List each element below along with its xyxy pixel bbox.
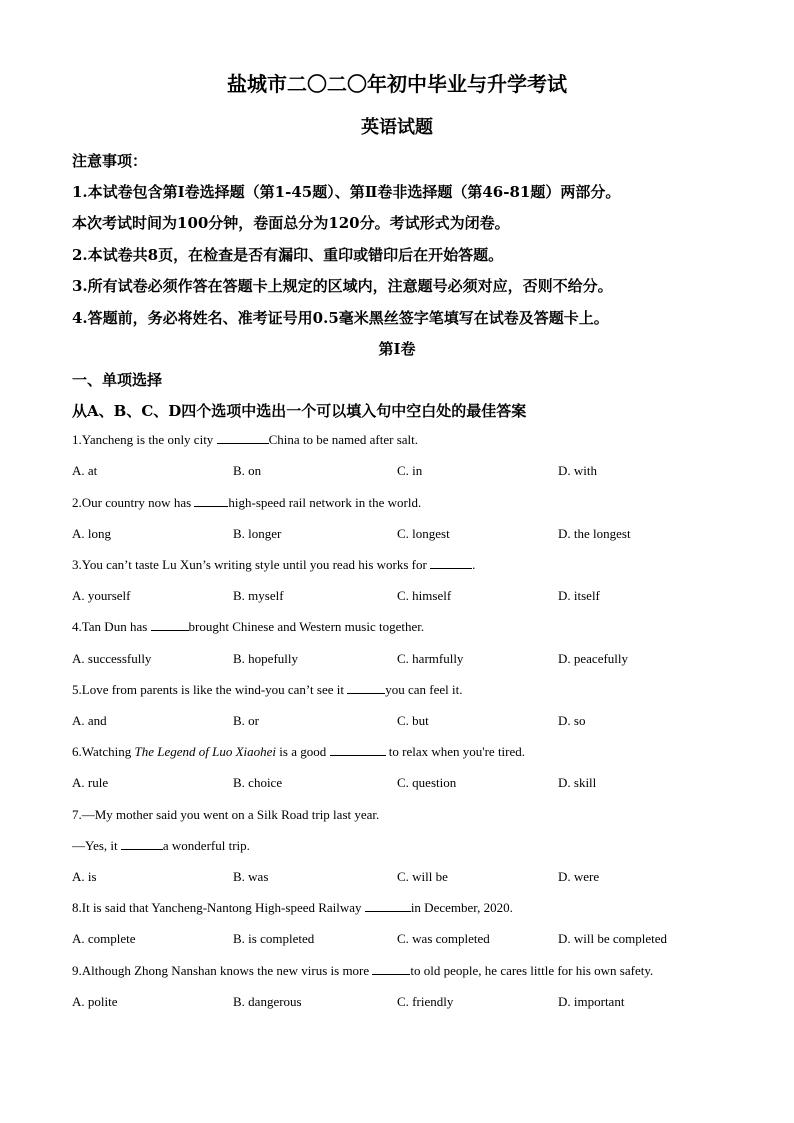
option-b: B. dangerous — [233, 994, 302, 1009]
answer-blank — [194, 495, 228, 507]
part-heading: 一、单项选择 — [72, 371, 163, 389]
question-7-reply — [72, 838, 250, 854]
question-text: 4.Tan Dun has — [72, 619, 151, 634]
option-d: D. were — [558, 869, 600, 884]
answer-blank — [330, 744, 386, 756]
question-7 — [72, 807, 379, 823]
option-c: C. question — [397, 775, 457, 790]
question-2 — [72, 495, 421, 511]
question-1 — [72, 432, 418, 448]
option-d: D. the longest — [558, 526, 631, 541]
answer-blank — [347, 682, 385, 694]
answer-blank — [430, 557, 472, 569]
note-item-1-cont: 本次考试时间为100分钟，卷面总分为120分。考试形式为闭卷。 — [72, 214, 510, 232]
option-d: D. will be completed — [558, 931, 668, 946]
option-b: B. myself — [233, 588, 284, 603]
question-text: . — [472, 557, 476, 572]
option-a: A. yourself — [72, 588, 131, 603]
option-a: A. successfully — [72, 651, 152, 666]
option-a: A. at — [72, 463, 98, 478]
note-item-3: 3.所有试卷必须作答在答题卡上规定的区域内，注意题号必须对应，否则不给分。 — [72, 277, 613, 295]
question-text: 9.Although Zhong Nanshan knows the new virus is more — [72, 963, 373, 978]
option-b: B. longer — [233, 526, 282, 541]
question-text: brought Chinese and Western music together. — [188, 619, 425, 634]
option-c: C. in — [397, 463, 423, 478]
option-c: C. friendly — [397, 994, 454, 1009]
option-a: A. long — [72, 526, 111, 541]
option-d: D. so — [558, 713, 586, 728]
question-text: 7.—My mother said you went on a Silk Road trip last year. — [72, 807, 380, 822]
option-b: B. was — [233, 869, 269, 884]
question-text: 8.It is said that Yancheng-Nantong High-speed Railway — [72, 900, 365, 915]
option-b: B. choice — [233, 775, 283, 790]
question-text: to old people, he cares little for his own safety. — [410, 963, 654, 978]
option-b: B. or — [233, 713, 259, 728]
question-text: to relax when you're tired. — [385, 744, 526, 759]
option-b: B. is completed — [233, 931, 315, 946]
question-text: 1.Yancheng is the only city — [72, 432, 217, 447]
option-d: D. itself — [558, 588, 600, 603]
book-title: The Legend of Luo Xiaohei — [134, 744, 277, 759]
option-a: A. rule — [72, 775, 109, 790]
question-text: you can feel it. — [385, 682, 463, 697]
question-text: 5.Love from parents is like the wind-you can’t see it — [72, 682, 348, 697]
question-5 — [72, 682, 462, 698]
option-c: C. will be — [397, 869, 448, 884]
option-c: C. was completed — [397, 931, 490, 946]
question-3 — [72, 557, 475, 573]
question-8 — [72, 900, 513, 916]
option-a: A. polite — [72, 994, 118, 1009]
option-b: B. on — [233, 463, 262, 478]
option-d: D. peacefully — [558, 651, 629, 666]
option-c: C. harmfully — [397, 651, 464, 666]
question-4 — [72, 619, 424, 635]
note-item-1: 1.本试卷包含第Ⅰ卷选择题（第1-45题）、第Ⅱ卷非选择题（第46-81题）两部分。 — [72, 183, 621, 201]
volume-heading: 第Ⅰ卷 — [378, 340, 416, 358]
question-text: 6.Watching — [72, 744, 135, 759]
option-d: D. skill — [558, 775, 597, 790]
answer-blank — [121, 838, 163, 850]
answer-blank — [372, 963, 410, 975]
option-b: B. hopefully — [233, 651, 298, 666]
note-item-2: 2.本试卷共8页，在检查是否有漏印、重印或错印后在开始答题。 — [72, 246, 504, 264]
question-text: —Yes, it — [72, 838, 121, 853]
question-text: 2.Our country now has — [72, 495, 195, 510]
answer-blank — [151, 619, 189, 631]
option-a: A. is — [72, 869, 97, 884]
question-9 — [72, 963, 653, 979]
question-6 — [72, 744, 525, 760]
part-instruction: 从A、B、C、D四个选项中选出一个可以填入句中空白处的最佳答案 — [72, 402, 527, 420]
question-text: a wonderful trip. — [162, 838, 250, 853]
option-c: C. himself — [397, 588, 452, 603]
question-text: in December, 2020. — [410, 900, 513, 915]
note-item-4: 4.答题前，务必将姓名、准考证号用0.5毫米黑丝签字笔填写在试卷及答题卡上。 — [72, 309, 609, 327]
exam-subtitle: 英语试题 — [361, 117, 433, 138]
answer-blank — [365, 900, 411, 912]
notes-heading: 注意事项： — [72, 152, 148, 170]
exam-title: 盐城市二〇二〇年初中毕业与升学考试 — [227, 72, 567, 96]
option-d: D. important — [558, 994, 625, 1009]
question-text: high-speed rail network in the world. — [228, 495, 422, 510]
option-c: C. but — [397, 713, 429, 728]
question-text: 3.You can’t taste Lu Xun’s writing style until you read his works for — [72, 557, 431, 572]
option-d: D. with — [558, 463, 597, 478]
option-a: A. complete — [72, 931, 136, 946]
option-a: A. and — [72, 713, 107, 728]
question-text: is a good — [276, 744, 330, 759]
question-text: China to be named after salt. — [268, 432, 419, 447]
option-c: C. longest — [397, 526, 450, 541]
answer-blank — [217, 432, 269, 444]
